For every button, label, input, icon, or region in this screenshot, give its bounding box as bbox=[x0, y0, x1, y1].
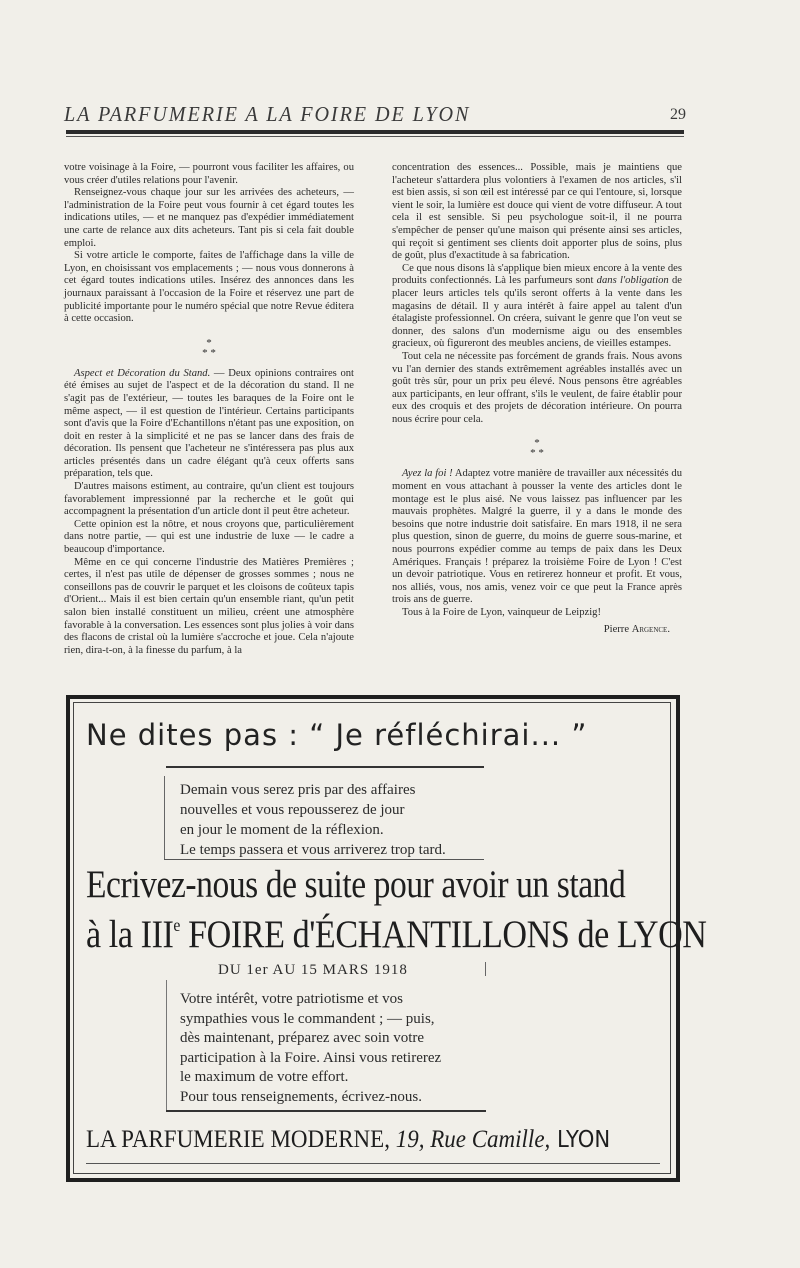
box-rule bbox=[166, 1110, 486, 1112]
ad-box-text bbox=[180, 780, 476, 860]
article-right-column bbox=[392, 162, 682, 636]
text-line: nouvelles et vous repousserez de jour bbox=[180, 802, 405, 818]
text-line: Votre intérêt, votre patriotisme et vos bbox=[180, 991, 404, 1007]
author-signature: Pierre Argence. bbox=[603, 623, 670, 635]
box-rule bbox=[485, 962, 486, 976]
paragraph: Ayez la foi ! Adaptez votre manière de travailler aux nécessités du moment en vous attachant à pousser la vente des articles dont le montage est le plus aisé. Ne vous laissez pas influencer par les mauvais prophètes. Malgré la guerre, il y a dans le monde des besoins que notre industrie doit satisfaire. En mars 1918, il ne sera plus question, sinon de guerre, du moins de guerre sous-marine, et nous pourrons expédier comme au temps de paix dans les Deux Amériques. Français ! préparez la troisième Foire de Lyon ! C'est un devoir patriotique. Vous en retirerez honneur et profit. Et vous, nos alliés, vous, nos amis, venez voir ce que peut la France après trois ans de guerre. bbox=[392, 468, 682, 606]
paragraph: Tous à la Foire de Lyon, vainqueur de Leipzig! bbox=[402, 607, 602, 618]
text-line: Le temps passera et vous arriverez trop tard. bbox=[180, 842, 446, 858]
page-number: 29 bbox=[670, 106, 686, 123]
box-rule bbox=[166, 766, 484, 768]
box-rule bbox=[166, 980, 167, 1110]
section-asterism: * * * bbox=[202, 336, 216, 359]
ad-publisher-address: LA PARFUMERIE MODERNE, 19, Rue Camille, LYON bbox=[86, 1126, 611, 1153]
paragraph: Renseignez-vous chaque jour sur les arrivées des acheteurs, — l'administration de la Foire peut vous fournir à cet égard toutes les indications utiles, — et ne manquez pas d'expédier immédiatement une carte de relance aux dits acheteurs. Tant pis si cela fait double emploi. bbox=[64, 187, 354, 249]
text-line: le maximum de votre effort. bbox=[180, 1069, 349, 1085]
paragraph: votre voisinage à la Foire, — pourront vous faciliter les affaires, ou vous créer d'utiles relations pour l'avenir. bbox=[64, 162, 354, 186]
ad-fair-title: à la IIIe FOIRE d'ÉCHANTILLONS de LYON bbox=[86, 913, 707, 956]
ad-footer-rule bbox=[86, 1163, 660, 1164]
header-rule-thick bbox=[66, 130, 684, 134]
paragraph: D'autres maisons estiment, au contraire, qu'un client est toujours favorablement impressionné par la recherche et le goût qui accompagnent la présentation d'un article dont il peut être acheteur. bbox=[64, 481, 354, 518]
fair-dates: DU 1er AU 15 MARS 1918 bbox=[218, 962, 408, 978]
ad-call-to-action: Ecrivez-nous de suite pour avoir un stand bbox=[86, 863, 626, 906]
running-header bbox=[64, 102, 684, 132]
paragraph: Ce que nous disons là s'applique bien mieux encore à la vente des produits confectionnés. Là les parfumeurs sont dans l'obligation de placer leurs articles tels qu'ils seront offerts à la vente dans les magasins de détail. Il y aura intérêt à faire appel au talent d'un étalagiste professionnel. On créera, suivant le genre que l'on veut se donner, des salons d'un modernisme aigu ou des ensembles gracieux, où figureront des meubles anciens, de vieilles estampes. bbox=[392, 262, 682, 350]
box-rule bbox=[164, 776, 165, 860]
paragraph: Si votre article le comporte, faites de l'affichage dans la ville de Lyon, en choisissant vos emplacements ; — nous vous donnerons à cet égard toutes indications utiles. Insérez des annonces dans les journaux paraissant à l'occasion de la Foire et réservez une part de publicité importante pour le numéro spécial que notre Revue éditera à cette occasion. bbox=[64, 250, 354, 325]
section-asterism: * * * bbox=[530, 437, 544, 460]
paragraph: Aspect et Décoration du Stand. — Deux opinions contraires ont été émises au sujet de l'aspect et de la décoration du stand. Il ne s'agit pas de l'extérieur, — toutes les baraques de la Foire ont le même aspect, — il est question de l'intérieur. Certains participants sont d'avis que la Foire d'Echantillons n'étant pas une exposition, on doit en rester à la simplicité et ne pas se lancer dans des frais de décoration. Ils pensent que l'acheteur ne s'intéressera pas plus aux articles présentés dans un cadre élégant qu'à ceux offerts sans préparation, tels que. bbox=[64, 367, 355, 480]
section-lead: Aspect et Décoration du Stand. bbox=[74, 367, 211, 379]
ad-box-text bbox=[180, 990, 476, 1107]
ad-headline: Ne dites pas : “ Je réfléchirai... ” bbox=[86, 718, 588, 752]
text-line: participation à la Foire. Ainsi vous retirerez bbox=[180, 1049, 442, 1066]
ad-box-warning bbox=[164, 766, 484, 858]
text-line: Demain vous serez pris par des affaires bbox=[180, 782, 416, 798]
box-rule bbox=[164, 859, 484, 860]
header-rule-thin bbox=[66, 136, 684, 137]
paragraph: concentration des essences... Possible, mais je maintiens que l'acheteur s'attardera plus volontiers à l'examen de nos articles, s'il est bien assis, si son œil est intéressé par ce qui l'entoure, si, lorsque vient le soir, la lumière est douce qui vient de votre diffuseur. A tout cela il est sensible. Si peu psychologue soit-il, il ne pourra s'empêcher de penser qu'une maison qui présente ainsi ses articles, qui reçoit si gentiment ses clients doit apporter plus de soins, plus de goût, plus d'exactitude à sa fabrication. bbox=[392, 162, 682, 262]
text-line: sympathies vous le commandent ; — puis, bbox=[180, 1010, 435, 1027]
text-line: en jour le moment de la réflexion. bbox=[180, 822, 384, 838]
ad-box-dates bbox=[164, 962, 486, 1112]
article-left-column bbox=[64, 162, 354, 657]
section-lead: Ayez la foi ! bbox=[402, 468, 453, 480]
paragraph: Même en ce qui concerne l'industrie des Matières Premières ; certes, il n'est pas utile de dépenser de grosses sommes ; nous ne conseillons pas de couvrir le parquet et les cloisons de coûteux tapis d'Orient... Mais il est bien certain qu'un ensemble riant, qu'un petit salon bien installé constituent un milieu, créent une atmosphère favorable à la conversation. Les essences sont plus jolies à voir dans des flacons de cristal où la lumière s'accroche et joue. Cela n'ajoute rien, dira-t-on, à la finesse du parfum, à la bbox=[64, 556, 354, 656]
text-line: dès maintenant, préparez avec soin votre bbox=[180, 1030, 425, 1046]
running-title: LA PARFUMERIE A LA FOIRE DE LYON bbox=[64, 102, 471, 126]
paragraph: Cette opinion est la nôtre, et nous croyons que, particulièrement dans notre partie, — qui est une industrie de luxe — le cadre a beaucoup d'importance. bbox=[64, 518, 354, 556]
text-line: Pour tous renseignements, écrivez-nous. bbox=[180, 1088, 423, 1105]
paragraph: Tout cela ne nécessite pas forcément de grands frais. Nous avons vu l'an dernier des stands extrêmement agréables installés avec un goût très sûr, pour un prix peu élevé. Nous pensons être agréables aux participants, en leur offrant, s'ils le veulent, de faire établir pour eux des croquis et des projets de décoration intérieure. On pourra nous écrire pour cela. bbox=[392, 350, 682, 425]
